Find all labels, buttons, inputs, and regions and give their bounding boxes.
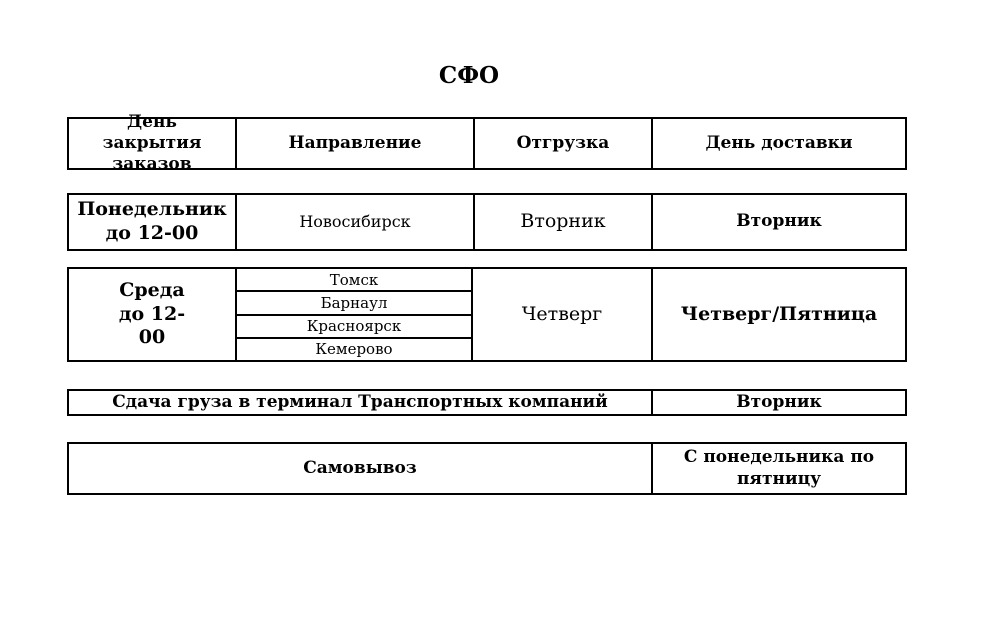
pickup-label: Самовывоз xyxy=(303,457,417,478)
delivery-wednesday-row: Четверг/Пятница xyxy=(651,269,905,360)
header-delivery-day: День доставки xyxy=(651,119,905,168)
table-header xyxy=(67,111,907,175)
header-direction: Направление xyxy=(235,119,473,168)
table-row-pickup xyxy=(67,442,907,495)
shipment-wednesday-row: Четверг xyxy=(521,302,603,325)
shipment-monday-row: Вторник xyxy=(473,195,651,249)
table-row-monday xyxy=(67,193,907,251)
city-list xyxy=(235,269,473,360)
delivery-monday-row: Вторник xyxy=(651,195,905,249)
list-item: Красноярск xyxy=(237,316,471,339)
list-item: Кемерово xyxy=(315,340,393,359)
header-closing-day: День закрытия заказов xyxy=(102,111,202,175)
header-shipment: Отгрузка xyxy=(473,119,651,168)
list-item: Томск xyxy=(237,269,471,292)
table-row-wednesday xyxy=(67,267,907,362)
table-row-terminal xyxy=(67,389,907,416)
pickup-days: С понедельника по пятницу xyxy=(651,444,905,493)
closing-day-wednesday: Среда до 12-00 xyxy=(118,278,186,349)
direction-novosibirsk: Новосибирск xyxy=(235,195,473,249)
terminal-day: Вторник xyxy=(651,391,905,414)
terminal-label: Сдача груза в терминал Транспортных компаний xyxy=(112,391,608,412)
closing-day-monday: Понедельник до 12-00 xyxy=(77,198,227,244)
list-item: Барнаул xyxy=(237,292,471,315)
page-title: СФО xyxy=(438,62,500,89)
